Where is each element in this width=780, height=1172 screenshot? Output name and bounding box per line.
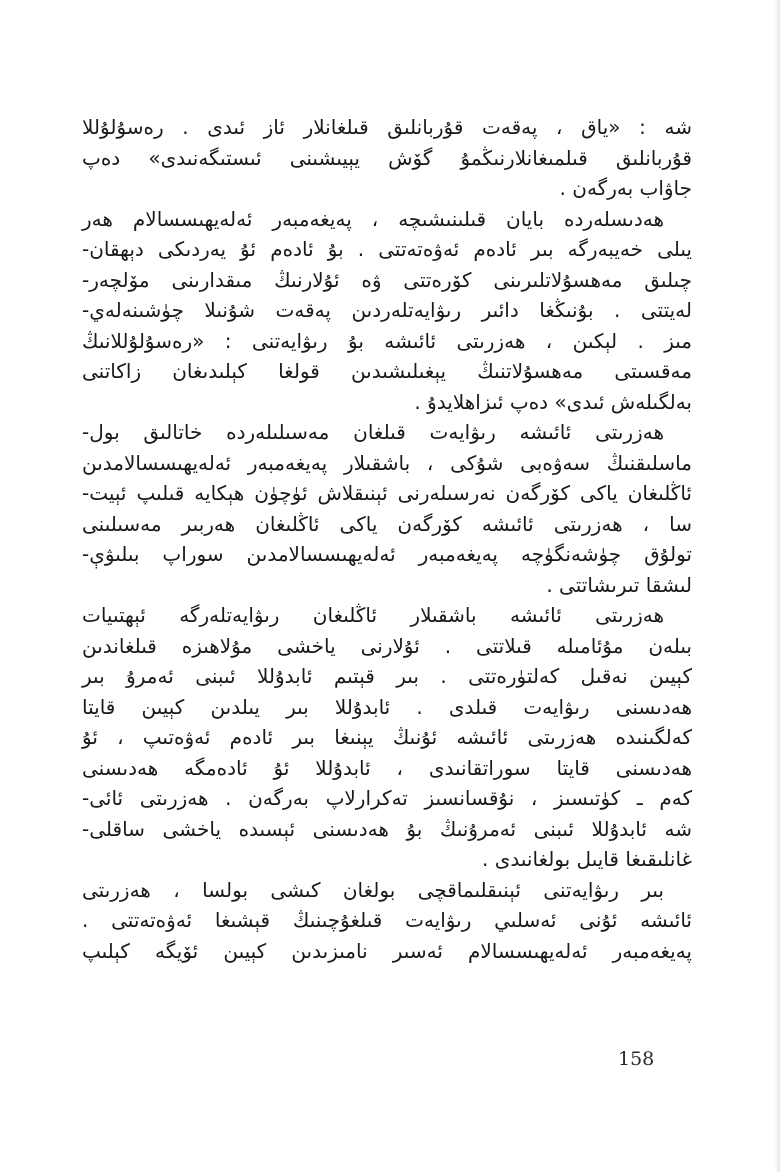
text-line: ھەزرىتى ئائىشە باشقىلار ئاڭلىغان رىۋايەتلەرگە ئېھتىيات — [82, 603, 664, 627]
text-line: ئائىشە ئۇنى ئەسلىي رىۋايەت قىلغۇچىنىڭ قېشىغا ئەۋەتەتتى . — [82, 908, 692, 932]
text-line: شه : «ياق ، پەقەت قۇربانلىق قىلغانلار ئاز ئىدى . رەسۇلۇللا — [82, 115, 692, 139]
text-line: سا ، ھەزرىتى ئائىشە كۆرگەن ياكى ئاڭلىغان ھەربىر مەسىلىنى — [82, 511, 692, 536]
text-line: ھەدىسنى رىۋايەت قىلدى . ئابدۇللا بىر يىلدىن كېيىن قايتا — [82, 694, 692, 719]
text-line: بىلەن مۇئامىلە قىلاتتى . ئۇلارنى ياخشى مۇلاھىزە قىلغاندىن — [82, 633, 692, 658]
page-number: 158 — [618, 1048, 655, 1070]
text-line: ماسلىقنىڭ سەۋەبى شۇكى ، باشقىلار پەيغەمبەر ئەلەيھىسسالامدىن — [82, 450, 692, 475]
text-line: مەقسىتى مەھسۇلاتنىڭ يېغىلىشىدىن قولغا كېلىدىغان زاكاتنى — [82, 359, 692, 383]
text-line: غانلىقىغا قايىل بولغانىدى . — [482, 847, 692, 871]
text-line: ھەدىسنى قايتا سوراتقانىدى ، ئابدۇللا ئۇ ئادەمگە ھەدىسنى — [82, 755, 692, 780]
text-line: كەم ـ كۈتىسىز ، نۇقسانسىز تەكرارلاپ بەرگەن . ھەزرىتى ئائى- — [82, 786, 692, 810]
text-line: ھەزرىتى ئائىشە رىۋايەت قىلغان مەسىلىلەردە خاتالىق بول- — [82, 420, 664, 444]
text-line: تولۇق چۈشەنگۈچە پەيغەمبەر ئەلەيھىسسالامدىن سوراپ بىلىۋې- — [82, 542, 692, 566]
text-line: شە ئابدۇللا ئىبنى ئەمرۇنىڭ بۇ ھەدىسنى ئېسىدە ياخشى ساقلى- — [82, 816, 692, 841]
text-line: كېيىن نەقىل كەلتۈرەتتى . بىر قېتىم ئابدۇللا ئىبنى ئەمرۇ بىر — [82, 664, 692, 688]
text-line: قۇربانلىق قىلمىغانلارنىڭمۇ گۆش يېيىشىنى ئىستىگەنىدى» دەپ — [82, 145, 692, 170]
text-line: يىلى خەيبەرگە بىر ئادەم ئەۋەتەتتى . بۇ ئادەم ئۇ يەردىكى دېھقان- — [82, 237, 692, 261]
text-line: بەلگىلەش ئىدى» دەپ ئىزاھلايدۇ . — [414, 389, 692, 414]
text-line: چىلىق مەھسۇلاتلىرىنى كۆرەتتى ۋە ئۇلارنىڭ مىقدارىنى مۆلچەر- — [82, 267, 692, 292]
text-line: پەيغەمبەر ئەلەيھىسسالام ئەسىر نامىزىدىن كېيىن ئۆيگە كېلىپ — [82, 938, 692, 963]
text-line: ئاڭلىغان ياكى كۆرگەن نەرسىلەرنى ئېنىقلاش ئۈچۈن ھېكايە قىلىپ ئېيت- — [82, 481, 692, 505]
text-line: لەيتتى . بۇنىڭغا دائىر رىۋايەتلەردىن پەقەت شۇنىلا چۈشىنەلەي- — [82, 298, 692, 322]
text-line: مىز . لېكىن ، ھەزرىتى ئائىشە بۇ رىۋايەتنى : «رەسۇلۇللانىڭ — [82, 328, 692, 353]
text-line: بىر رىۋايەتنى ئېنىقلىماقچى بولغان كىشى بولسا ، ھەزرىتى — [82, 877, 664, 902]
body-text — [82, 112, 692, 966]
text-line: لىشقا تىرىشاتتى . — [546, 572, 692, 597]
page-edge — [774, 0, 780, 1172]
text-line: ھەدىسلەردە بايان قىلىنىشىچە ، پەيغەمبەر ئەلەيھىسسالام ھەر — [82, 206, 664, 231]
text-line: جاۋاب بەرگەن . — [559, 176, 692, 200]
text-line: كەلگىنىدە ھەزرىتى ئائىشە ئۇنىڭ يېنىغا بىر ئادەم ئەۋەتىپ ، ئۇ — [82, 725, 692, 749]
